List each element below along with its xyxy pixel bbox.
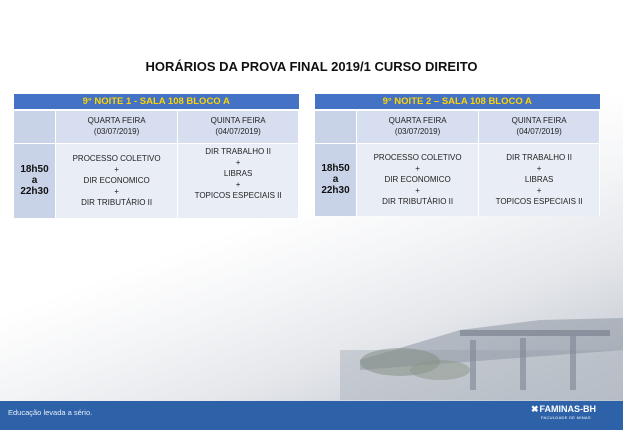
- exams-wednesday: PROCESSO COLETIVO + DIR ECONOMICO + DIR TRIBUTÁRIO II: [357, 143, 479, 216]
- time-slot: 18h50 a 22h30: [315, 143, 357, 216]
- schedule-table-noite-2: [315, 94, 600, 216]
- exams-wednesday: PROCESSO COLETIVO + DIR ECONOMICO + DIR TRIBUTÁRIO II: [56, 143, 178, 218]
- table-header: 9° NOITE 1 - SALA 108 BLOCO A: [14, 94, 299, 110]
- exams-thursday: DIR TRABALHO II + LIBRAS + TOPICOS ESPECIAIS II: [178, 143, 299, 218]
- time-header-cell: [315, 110, 357, 143]
- day-header-thursday: QUINTA FEIRA (04/07/2019): [178, 110, 299, 143]
- day-header-wednesday: QUARTA FEIRA (03/07/2019): [56, 110, 178, 143]
- time-header-cell: [14, 110, 56, 143]
- campus-building-photo: [340, 290, 623, 400]
- logo-mark-icon: ✖: [531, 404, 539, 414]
- footer-bar: [0, 401, 623, 430]
- time-slot: 18h50 a 22h30: [14, 143, 56, 218]
- logo-text: FAMINAS-BH: [539, 404, 597, 414]
- day-header-wednesday: QUARTA FEIRA (03/07/2019): [357, 110, 479, 143]
- page-title: HORÁRIOS DA PROVA FINAL 2019/1 CURSO DIREITO: [145, 59, 478, 74]
- faminas-logo: [531, 404, 596, 420]
- schedule-table-noite-1: [14, 94, 299, 218]
- logo-subtitle: FACULDADE DE MINAS: [541, 415, 591, 420]
- table-header: 9° NOITE 2 – SALA 108 BLOCO A: [315, 94, 600, 110]
- day-header-thursday: QUINTA FEIRA (04/07/2019): [479, 110, 600, 143]
- exams-thursday: DIR TRABALHO II + LIBRAS + TOPICOS ESPECIAIS II: [479, 143, 600, 216]
- footer-slogan: Educação levada a sério.: [8, 408, 93, 417]
